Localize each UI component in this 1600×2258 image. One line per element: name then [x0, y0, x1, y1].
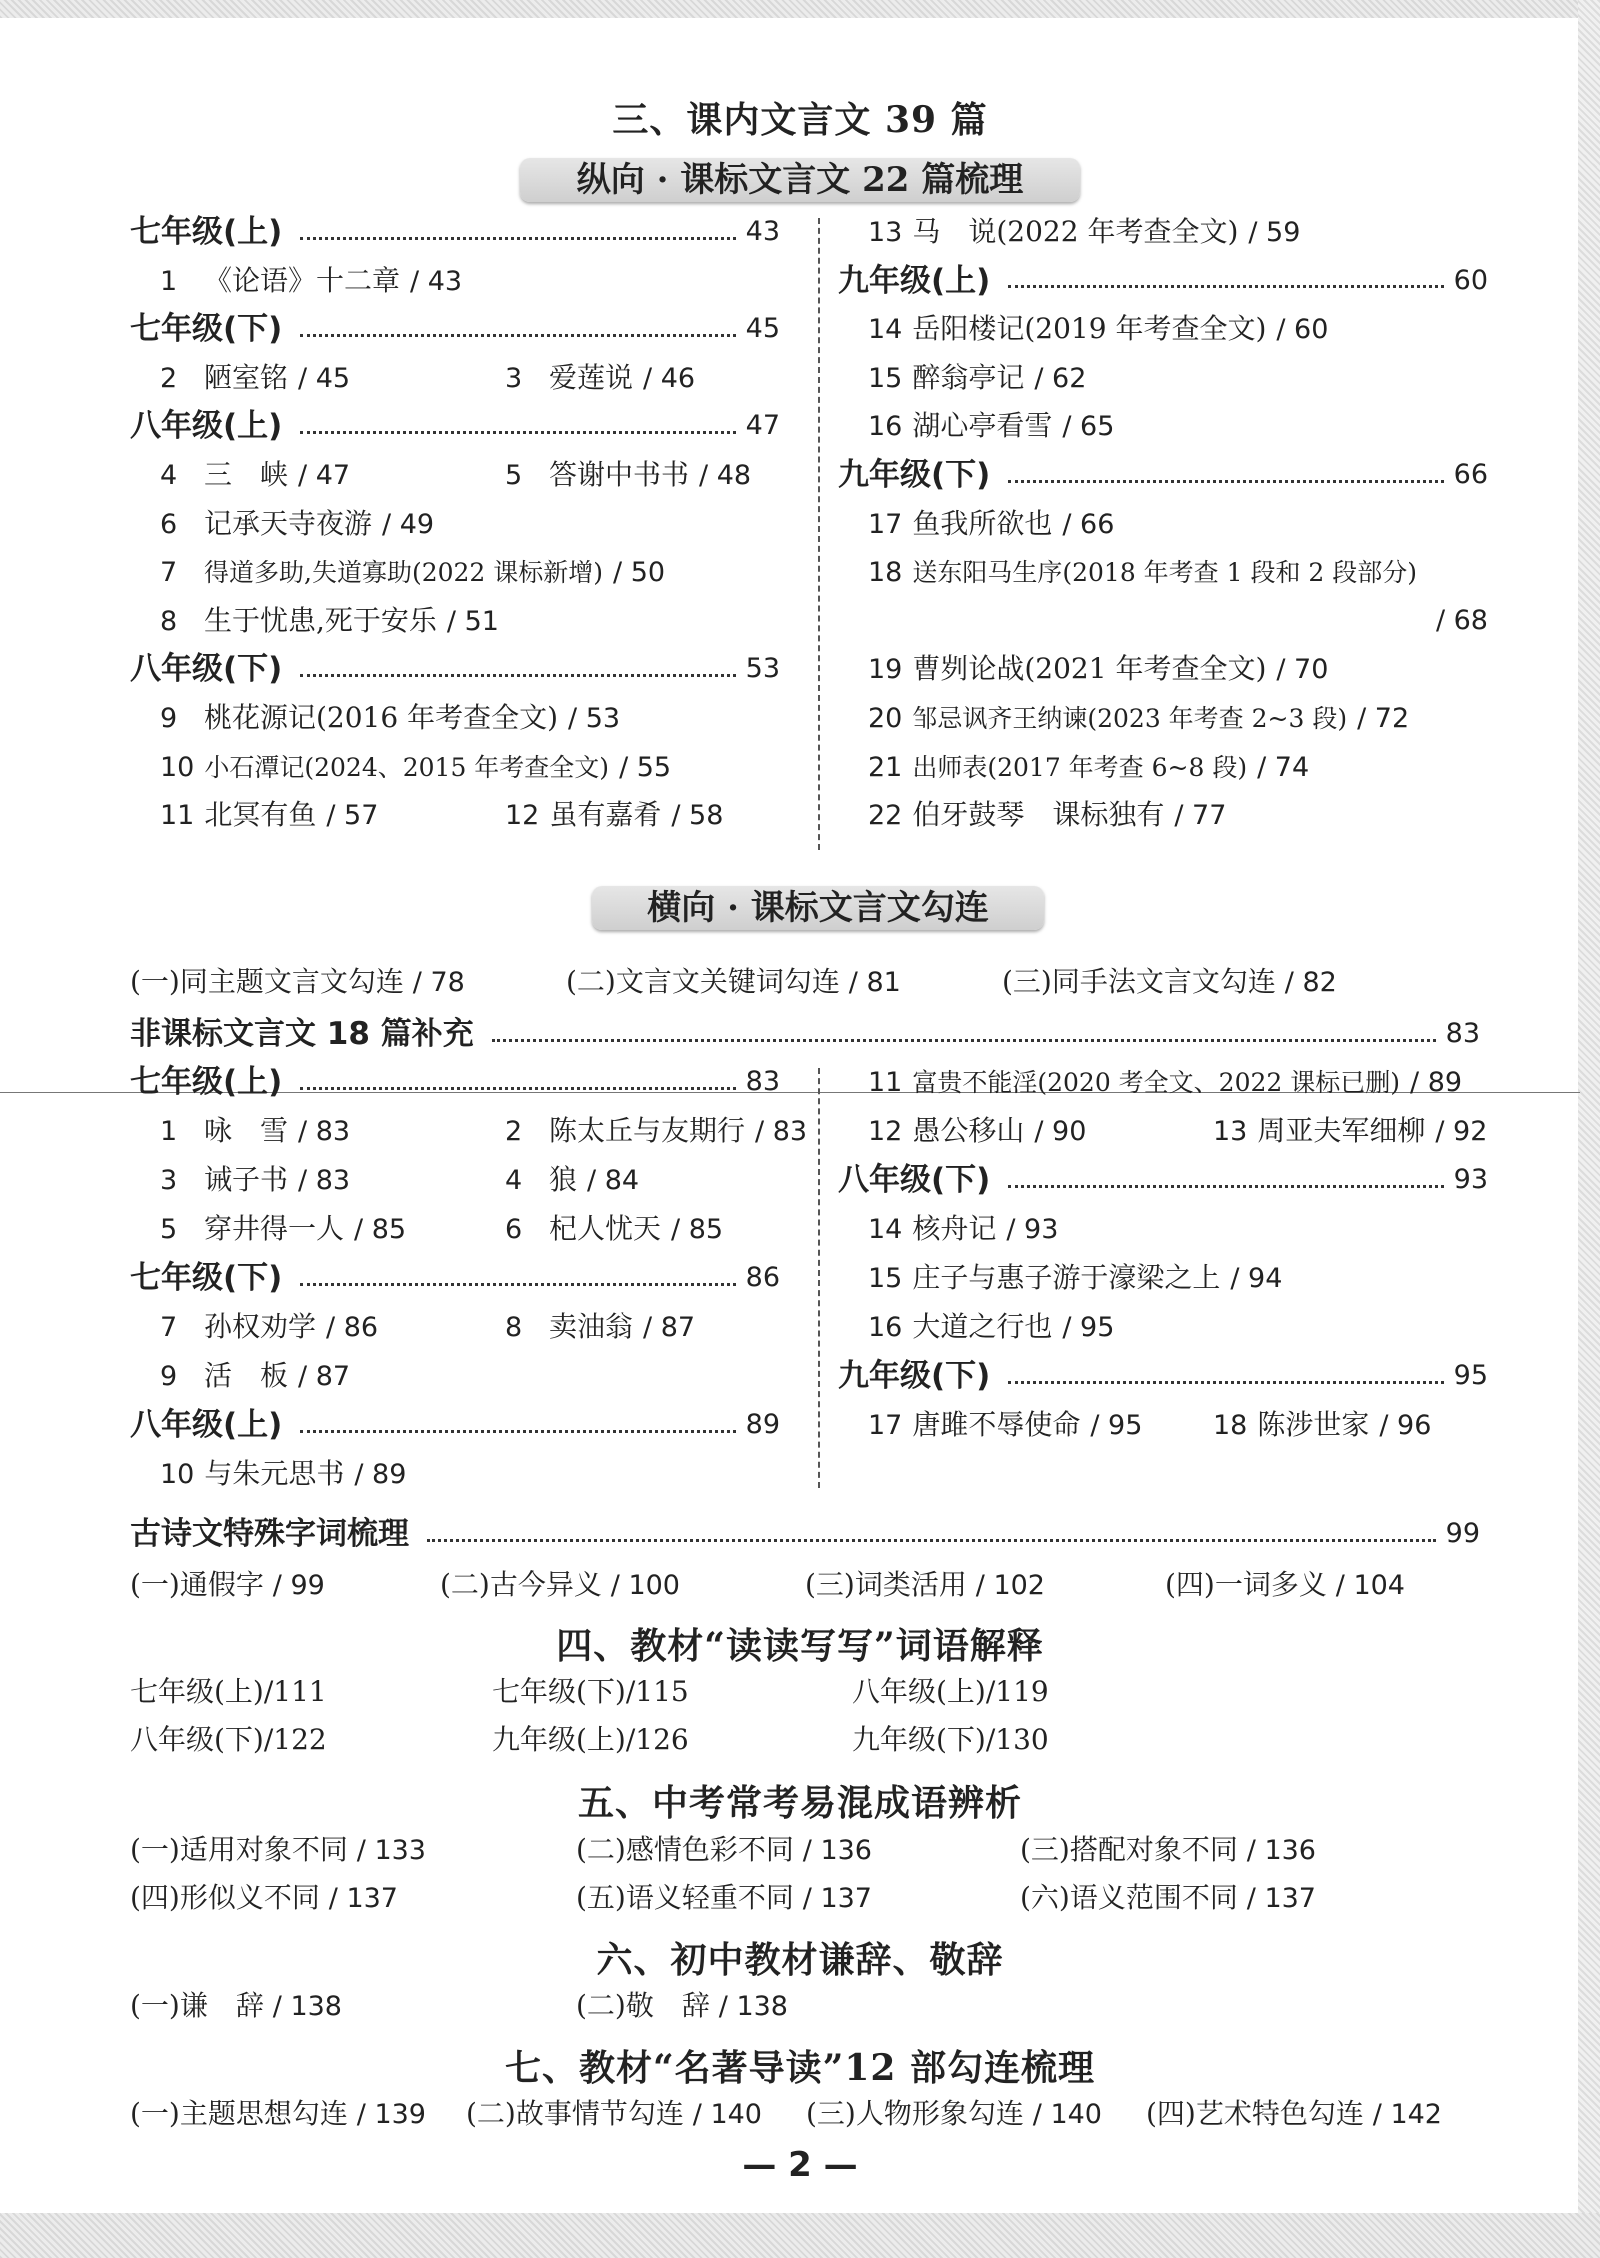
toc-item[interactable]: 16 湖心亭看雪 / 65: [868, 409, 1115, 443]
toc-item[interactable]: 2 陋室铭 / 45: [160, 360, 351, 394]
grade-heading[interactable]: 九年级(下) 66: [838, 457, 1488, 493]
idiom-item[interactable]: (五)语义轻重不同 / 137: [576, 1881, 872, 1914]
vocab-row-1: [130, 1672, 1530, 1712]
toc-item[interactable]: 5 答谢中书书 / 48: [505, 458, 752, 491]
idiom-row-2: [130, 1878, 1530, 1918]
toc-item[interactable]: 20 邹忌讽齐王纳谏(2023 年考查 2~3 段) / 72: [868, 703, 1410, 734]
toc-item[interactable]: 18 送东阳马生序(2018 年考查 1 段和 2 段部分): [868, 557, 1418, 589]
classics-item[interactable]: (四)艺术特色勾连 / 142: [1146, 2097, 1442, 2130]
grade-heading[interactable]: 九年级(下) 95: [838, 1358, 1488, 1394]
vocab-item[interactable]: 八年级(下)/122: [130, 1723, 327, 1756]
section-6-title: 六、初中教材谦辞、敬辞: [596, 1939, 1004, 1981]
scan-edge-bottom: [0, 2213, 1600, 2258]
toc-item[interactable]: 9 桃花源记(2016 年考查全文) / 53: [160, 701, 621, 734]
grade-heading[interactable]: 八年级(上) 47: [130, 408, 780, 445]
toc-item[interactable]: 12 虽有嘉肴 / 58: [505, 798, 724, 832]
modesty-item[interactable]: (一)谦 辞 / 138: [130, 1989, 342, 2022]
toc-item[interactable]: 22 伯牙鼓琴 课标独有 / 77: [868, 798, 1227, 832]
link-item-3[interactable]: (三)同手法文言文勾连 / 82: [1002, 965, 1337, 998]
section-5-title: 五、中考常考易混成语辨析: [577, 1782, 1022, 1824]
vocab-item[interactable]: 九年级(下)/130: [852, 1723, 1049, 1756]
special-item-3[interactable]: (三)词类活用 / 102: [805, 1568, 1045, 1601]
toc-item[interactable]: 9 活 板 / 87: [160, 1359, 351, 1392]
column-divider-2: [818, 1068, 820, 1488]
vocab-item[interactable]: 七年级(上)/111: [130, 1675, 327, 1708]
idiom-item[interactable]: (二)感情色彩不同 / 136: [576, 1833, 872, 1866]
modesty-item[interactable]: (二)敬 辞 / 138: [576, 1989, 788, 2022]
toc-item[interactable]: 17 鱼我所欲也 / 66: [868, 506, 1115, 540]
toc-item[interactable]: 21 出师表(2017 年考查 6~8 段) / 74: [868, 751, 1310, 783]
toc-item[interactable]: 5 穿井得一人 / 85: [160, 1212, 407, 1245]
toc-item[interactable]: 18 陈涉世家 / 96: [1213, 1408, 1432, 1441]
toc-item[interactable]: 14 核舟记 / 93: [868, 1212, 1059, 1245]
classics-row: [130, 2094, 1550, 2134]
toc-item[interactable]: 4 狼 / 84: [505, 1163, 640, 1196]
toc-item[interactable]: 8 卖油翁 / 87: [505, 1310, 696, 1343]
vocab-item[interactable]: 九年级(上)/126: [492, 1723, 689, 1756]
banner-horizontal: 横向 · 课标文言文勾连: [592, 886, 1044, 930]
special-words-heading[interactable]: 古诗文特殊字词梳理 99: [130, 1516, 1480, 1552]
toc-item[interactable]: 12 愚公移山 / 90: [868, 1114, 1087, 1147]
toc-item[interactable]: 11 富贵不能淫(2020 考全文、2022 课标已删) / 89: [868, 1067, 1463, 1098]
grade-heading[interactable]: 八年级(下) 93: [838, 1162, 1488, 1198]
toc-item[interactable]: 7 孙权劝学 / 86: [160, 1310, 379, 1343]
toc-item[interactable]: 14 岳阳楼记(2019 年考查全文) / 60: [868, 312, 1329, 346]
special-item-4[interactable]: (四)一词多义 / 104: [1165, 1568, 1405, 1601]
section-7-title: 七、教材“名著导读”12 部勾连梳理: [504, 2047, 1096, 2089]
vocab-item[interactable]: 八年级(上)/119: [852, 1675, 1049, 1708]
scan-edge-right: [1578, 0, 1600, 2258]
toc-item[interactable]: 10 与朱元思书 / 89: [160, 1457, 407, 1490]
toc-item[interactable]: 4 三 峡 / 47: [160, 458, 351, 491]
vocab-row-2: [130, 1720, 1530, 1760]
toc-item[interactable]: 7 得道多助,失道寡助(2022 课标新增) / 50: [160, 557, 666, 589]
classics-item[interactable]: (二)故事情节勾连 / 140: [466, 2097, 762, 2130]
idiom-item[interactable]: (一)适用对象不同 / 133: [130, 1833, 426, 1866]
classics-item[interactable]: (三)人物形象勾连 / 140: [806, 2097, 1102, 2130]
toc-item[interactable]: 15 庄子与惠子游于濠梁之上 / 94: [868, 1261, 1283, 1294]
toc-item[interactable]: 1 《论语》十二章 / 43: [160, 263, 463, 297]
section-4-title: 四、教材“读读写写”词语解释: [556, 1625, 1044, 1667]
grade-heading[interactable]: 七年级(上) 83: [130, 1064, 780, 1100]
toc-item[interactable]: 3 爱莲说 / 46: [505, 360, 696, 394]
grade-heading[interactable]: 七年级(下) 45: [130, 311, 780, 348]
toc-item[interactable]: 6 记承天寺夜游 / 49: [160, 506, 435, 540]
special-words-row: [130, 1565, 1530, 1605]
idiom-item[interactable]: (三)搭配对象不同 / 136: [1020, 1833, 1316, 1866]
toc-item[interactable]: 15 醉翁亭记 / 62: [868, 360, 1087, 394]
toc-item[interactable]: 11 北冥有鱼 / 57: [160, 798, 379, 832]
supplement-heading[interactable]: 非课标文言文 18 篇补充 83: [130, 1016, 1480, 1052]
toc-item[interactable]: 13 周亚夫军细柳 / 92: [1213, 1114, 1488, 1147]
toc-page-continued: / 68: [1435, 604, 1488, 636]
page-number: — 2 —: [742, 2145, 858, 2185]
grade-heading[interactable]: 八年级(上) 89: [130, 1407, 780, 1443]
idiom-row-1: [130, 1830, 1530, 1870]
link-row: [130, 962, 1530, 1002]
modesty-row: [130, 1986, 1530, 2026]
grade-heading[interactable]: 七年级(下) 86: [130, 1260, 780, 1296]
toc-item[interactable]: 16 大道之行也 / 95: [868, 1310, 1115, 1343]
toc-item[interactable]: 1 咏 雪 / 83: [160, 1114, 351, 1147]
link-item-2[interactable]: (二)文言文关键词勾连 / 81: [566, 965, 901, 998]
scan-edge-top: [0, 0, 1600, 18]
idiom-item[interactable]: (四)形似义不同 / 137: [130, 1881, 398, 1914]
section-3-title: 三、课内文言文 39 篇: [612, 99, 988, 141]
toc-item[interactable]: 17 唐雎不辱使命 / 95: [868, 1408, 1143, 1441]
toc-item[interactable]: 2 陈太丘与友期行 / 83: [505, 1114, 808, 1147]
toc-item[interactable]: 19 曹刿论战(2021 年考查全文) / 70: [868, 652, 1329, 686]
grade-heading[interactable]: 八年级(下) 53: [130, 651, 780, 688]
toc-item[interactable]: 8 生于忧患,死于安乐 / 51: [160, 603, 499, 637]
grade-heading[interactable]: 九年级(上) 60: [838, 262, 1488, 299]
classics-item[interactable]: (一)主题思想勾连 / 139: [130, 2097, 426, 2130]
vocab-item[interactable]: 七年级(下)/115: [492, 1675, 689, 1708]
toc-item[interactable]: 13 马 说(2022 年考查全文) / 59: [868, 215, 1301, 248]
grade-heading[interactable]: 七年级(上) 43: [130, 214, 780, 250]
toc-item[interactable]: 3 诫子书 / 83: [160, 1163, 351, 1196]
idiom-item[interactable]: (六)语义范围不同 / 137: [1020, 1881, 1316, 1914]
toc-item[interactable]: 10 小石潭记(2024、2015 年考查全文) / 55: [160, 751, 672, 783]
special-item-2[interactable]: (二)古今异义 / 100: [440, 1568, 680, 1601]
link-item-1[interactable]: (一)同主题文言文勾连 / 78: [130, 965, 465, 998]
column-divider: [818, 218, 820, 850]
banner-vertical: 纵向 · 课标文言文 22 篇梳理: [520, 158, 1080, 202]
toc-item[interactable]: 6 杞人忧天 / 85: [505, 1212, 724, 1245]
special-item-1[interactable]: (一)通假字 / 99: [130, 1568, 325, 1601]
